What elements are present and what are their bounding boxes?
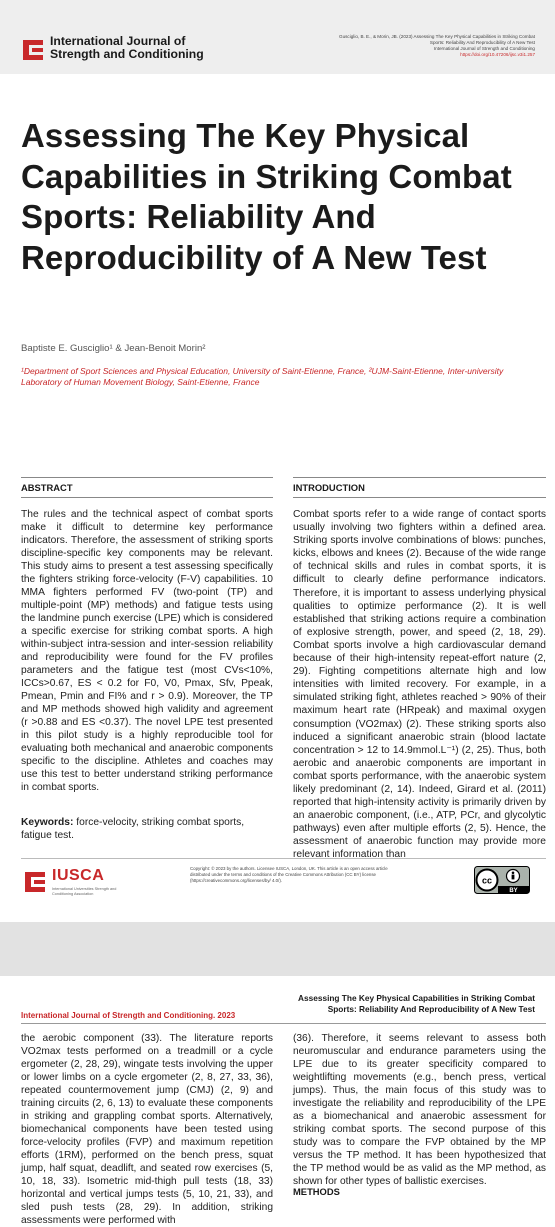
- footer-rule: [21, 858, 546, 859]
- page2-journal-header: International Journal of Strength and Conditioning. 2023: [21, 1011, 236, 1020]
- abstract-heading: ABSTRACT: [21, 482, 73, 493]
- copyright-notice: Copyright: © 2023 by the authors. Licensee IUSCA, London, UK. This article is an open access article distributed under the terms and conditions of the Creative Commons Attribution (CC BY) license (https://creativecommons.org/licenses/by/ 4.0/).: [190, 866, 388, 883]
- keywords-label: Keywords:: [21, 817, 74, 828]
- iusca-name: IUSCA: [52, 867, 105, 884]
- abstract-text: The rules and the technical aspect of combat sports make it difficult to determine key performance indicators. Therefore, the assessment of striking sports discipline-specific key components may be relevant. This study aims to present a test assessing specifically the fighters striking force-velocity (F-V) capabilities. 10 MMA fighters performed FV (two-point (TP) and multiple-point (MP) methods) and fatigue tests using the landmine punch exercise (LPE) which is considered a specific exercise for striking combat sports. A high within-subject intra-session and inter-session reliability and reproducibility were found for the FV profiles parameters and the fatigue test (most CVs<10%, ICCs>0.67, ES < 0.2 for F0, V0, Pmax, Sfv, Ppeak, Pmean, Pmin and FI% and r > 0.9). Moreover, the TP and MP methods showed high validity and agreement (r >0.88 and ES <0.37). The novel LPE test presented in this pilot study is a highly reproducible tool for evaluating both mechanical and anaerobic components specific to the discipline. Athletes and coaches may use this test to better understand striking performance in combat sports.: [21, 509, 273, 793]
- svg-text:BY: BY: [509, 888, 518, 894]
- abstract-rule-bottom: [21, 497, 273, 498]
- affiliations: ¹Department of Sport Sciences and Physical Education, University of Saint-Etienne, France, ²UJM-Saint-Etienne, Inter-university Laboratory of Human Movement Biology, Saint-Etienne, France: [21, 366, 504, 387]
- abstract-rule-top: [21, 477, 273, 478]
- page2-running-title: Assessing The Key Physical Capabilities in Striking Combat Sports: Reliability And Reproducibility of A New Test: [298, 993, 535, 1014]
- methods-heading: METHODS: [293, 1186, 340, 1197]
- citation-block: Gusciglio, B. E., & Morin, JB. (2023) Assessing The Key Physical Capabilities in Striking Combat Sports: Reliability And Reproducibility of A New Test International Journal of Strength and Conditioning https://doi.org/10.47206/ijsc.v3i1.257: [315, 34, 535, 58]
- page-gap: [0, 922, 555, 976]
- intro-rule-top: [293, 477, 546, 478]
- article-title: Assessing The Key Physical Capabilities in Striking Combat Sports: Reliability And Reproducibility of A New Test: [21, 117, 512, 276]
- iusca-subtitle: International Universities Strength and Conditioning Association: [52, 887, 117, 896]
- introduction-text: Combat sports refer to a wide range of contact sports usually involving two fighters within a defined area. Striking sports involve combinations of blows: punches, kicks, elbows and knees (2). Because of the wide range of technical skills and rules in combat sports, it is difficult to clearly define performance indicators. Therefore, it is important to assess underlying physical qualities to optimize performance (2). It is well established that striking actions require a combination of explosive strength, power, and speed (2, 18, 29). Combat sports involve a high cardiovascular demand because of their high-intensity repeat-effort nature (2, 29). Fighting competitions alternate high and low intensities with limited recovery. For example, in a simulated striking fight, athletes reached > 90% of their maximum heart rate (HRpeak) and maximal oxygen consumption (VO2max) (2). These striking sports also induced a significant anaerobic strain (blood lactate concentration > 12 to 14.9mmol.L⁻¹) (2, 25). Thus, both aerobic and anaerobic components are important in combat sports performance, with the anaerobic system likely predominant (2, 14). Indeed, Girard et al. (2011) reported that high-intensity activity is primarily driven by an anaerobic component, (i.e., ATP, PCr, and glycolytic pathways) even after multiple efforts (2, 5). Hence, the assessment of anaerobic function may provide more relevant information than: [293, 509, 546, 861]
- page2-right-column: (36). Therefore, it seems relevant to assess both neuromuscular and endurance parameters using the LPE due to its greater specificity compared to weightlifting movements (e.g., bench press, vertical jumps). Thus, the main focus of this study was to investigate the reliability and reproducibility of the LPE as a biomechanical and anaerobic assessment for striking combat sports. The second purpose of this study was to compare the FVP obtained by the MP versus the TP method. It has been hypothesized that the TP method would be as valid as the MP method, as shown for other types of ballistic exercises.: [293, 1033, 546, 1187]
- journal-logo-icon: [20, 37, 46, 63]
- journal-name: International Journal of Strength and Conditioning: [50, 34, 204, 61]
- keywords: [21, 816, 273, 842]
- journal-logo: [20, 35, 235, 67]
- intro-rule-bottom: [293, 497, 546, 498]
- page2-header-rule: [21, 1023, 546, 1024]
- authors: Baptiste E. Gusciglio¹ & Jean-Benoit Morin²: [21, 343, 206, 354]
- intro-heading: INTRODUCTION: [293, 482, 365, 493]
- iusca-logo-icon: [22, 869, 48, 895]
- page2-left-column: the aerobic component (33). The literature reports VO2max tests performed on a treadmill or a cycle ergometer (2, 28, 29), wingate tests involving the upper or lower limbs on a cycle ergometer (2, 8, 27, 33, 36), repeated countermovement jump (CMJ) (2, 9) and training circuits (2, 6, 13) to evaluate these components in striking and grappling combat sports. Alternatively, biomechanical components have been tested using force-velocity profiles (FVP) and maximum repetition efforts (1RM), performed on the bench press, squat jump, half squat, deadlift, and seated row exercises (5, 10, 18, 33). Isometric mid-thigh pull tests (18, 33) horizontal and vertical jumps tests (5, 10, 21, 33), and sled push tests (28, 29). In addition, striking assessments were performed with: [21, 1033, 273, 1226]
- iusca-logo: [22, 867, 132, 901]
- cc-by-license-icon: [474, 866, 530, 894]
- svg-text:cc: cc: [481, 875, 493, 886]
- keywords-text: force-velocity, striking combat sports, fatigue test.: [21, 817, 245, 841]
- doi-link[interactable]: https://doi.org/10.47206/ijsc.v3i1.257: [460, 52, 535, 57]
